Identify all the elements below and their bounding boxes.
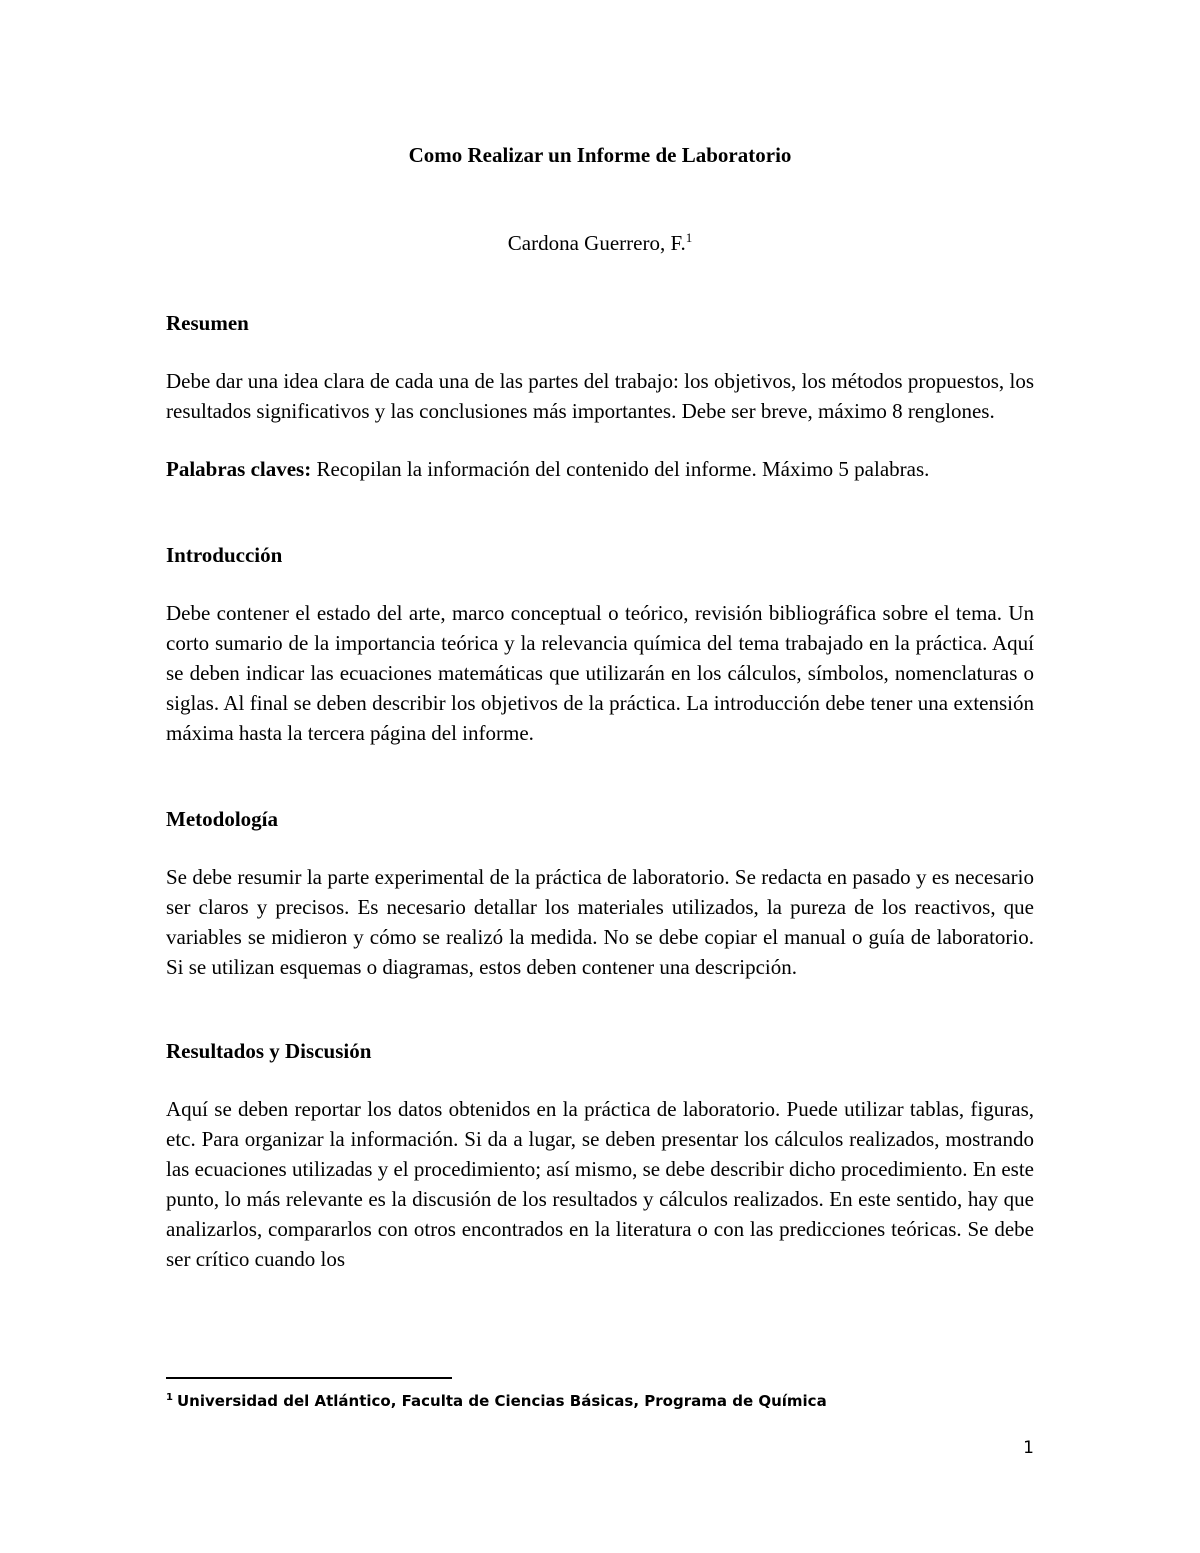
section-paragraph-resultados: Aquí se deben reportar los datos obtenidos en la práctica de laboratorio. Puede utilizar tablas, figuras, etc. Para organizar la información. Si da a lugar, se deben presentar los cálculos realizados, mostrando las ecuaciones utilizadas y el procedimiento; así mismo, se debe describir dicho procedimiento. En este punto, lo más relevante es la discusión de los resultados y cálculos realizados. En este sentido, hay que analizarlos, compararlos con otros encontrados en la literatura o con las predicciones teóricas. Se debe ser crítico cuando los [166, 1097, 1034, 1271]
section-heading-introduccion: Introducción [166, 543, 283, 567]
section-paragraph-resumen: Debe dar una idea clara de cada una de las partes del trabajo: los objetivos, los métodos propuestos, los resultados significativos y las conclusiones más importantes. Debe ser breve, máximo 8 renglones. [166, 369, 1034, 423]
document-title: Como Realizar un Informe de Laboratorio [408, 143, 792, 167]
author-line [0, 228, 1200, 258]
section-heading-metodologia: Metodología [166, 807, 278, 831]
section-heading-resultados: Resultados y Discusión [166, 1039, 372, 1063]
footnote [166, 1390, 1066, 1412]
section-paragraph-metodologia: Se debe resumir la parte experimental de la práctica de laboratorio. Se redacta en pasado y es necesario ser claros y precisos. Es necesario detallar los materiales utilizados, la pureza de los reactivos, que variables se midieron y cómo se realizó la medida. No se debe copiar el manual o guía de laboratorio. Si se utilizan esquemas o diagramas, estos deben contener una descripción. [166, 865, 1034, 979]
author-name: Cardona Guerrero, F. [507, 231, 686, 255]
keywords-label: Palabras claves: [166, 457, 312, 481]
footnote-separator [166, 1377, 452, 1379]
footnote-text: Universidad del Atlántico, Faculta de Ciencias Básicas, Programa de Química [176, 1392, 827, 1410]
section-paragraph-introduccion: Debe contener el estado del arte, marco conceptual o teórico, revisión bibliográfica sobre el tema. Un corto sumario de la importancia teórica y la relevancia química del tema trabajado en la práctica. Aquí se deben indicar las ecuaciones matemáticas que utilizarán en los cálculos, símbolos, nomenclaturas o siglas. Al final se deben describir los objetivos de la práctica. La introducción debe tener una extensión máxima hasta la tercera página del informe. [166, 601, 1034, 745]
section-heading-resumen: Resumen [166, 311, 249, 335]
page-number: 1 [1023, 1438, 1034, 1458]
author-footnote-mark: 1 [685, 230, 693, 245]
keywords-paragraph [166, 454, 1034, 484]
footnote-mark: 1 [166, 1392, 173, 1403]
keywords-text: Recopilan la información del contenido del informe. Máximo 5 palabras. [311, 457, 930, 481]
document-body [166, 308, 1034, 1274]
